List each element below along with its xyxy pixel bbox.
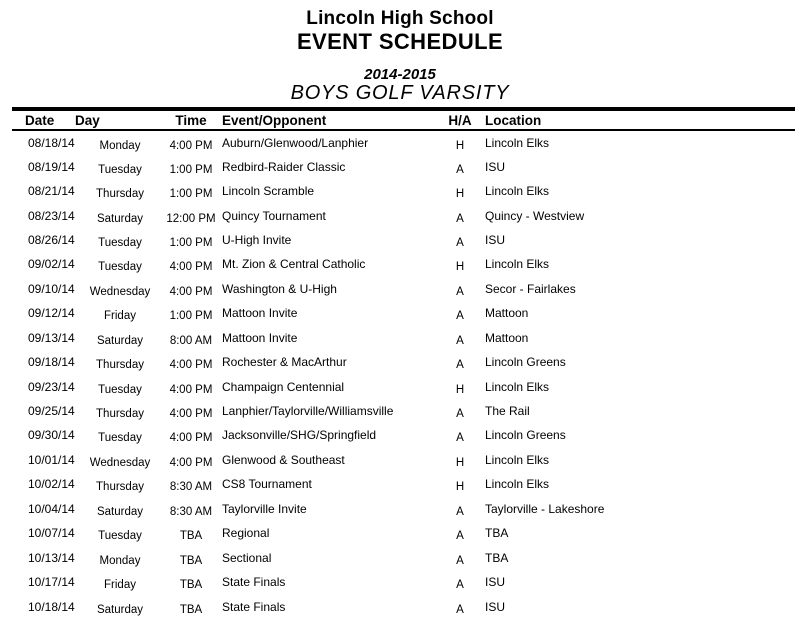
cell-location: Secor - Fairlakes [485, 281, 576, 296]
cell-date: 10/18/14 [28, 599, 75, 614]
cell-date: 10/07/14 [28, 526, 75, 541]
cell-time: TBA [179, 579, 203, 592]
cell-event: Washington & U-High [222, 281, 337, 296]
table-header-row [12, 109, 795, 130]
cell-location: ISU [485, 599, 506, 614]
cell-ha: H [455, 456, 465, 469]
cell-date: 09/23/14 [28, 379, 75, 394]
cell-location: Lincoln Elks [485, 452, 550, 467]
cell-ha: A [456, 505, 464, 518]
cell-ha: A [456, 310, 464, 323]
table-row [12, 448, 795, 472]
table-row [12, 301, 795, 325]
cell-time: 4:00 PM [169, 139, 213, 152]
cell-day: Saturday [96, 603, 144, 616]
cell-date: 10/04/14 [28, 501, 75, 516]
cell-time: TBA [179, 603, 203, 616]
cell-ha: A [456, 603, 464, 616]
table-row [12, 423, 795, 447]
cell-event: Mattoon Invite [222, 306, 298, 321]
cell-location: ISU [485, 159, 506, 174]
cell-time: 4:00 PM [169, 408, 213, 421]
cell-date: 10/02/14 [28, 477, 75, 492]
cell-date: 10/13/14 [28, 550, 75, 565]
cell-ha: H [455, 481, 465, 494]
cell-location: Lincoln Greens [485, 355, 566, 370]
cell-time: 4:00 PM [169, 432, 213, 445]
cell-ha: A [456, 334, 464, 347]
cell-time: 4:00 PM [169, 383, 213, 396]
cell-date: 09/30/14 [28, 428, 75, 443]
cell-event: Lanphier/Taylorville/Williamsville [222, 404, 394, 419]
cell-time: 1:00 PM [169, 236, 213, 249]
cell-ha: H [455, 261, 465, 274]
cell-day: Tuesday [98, 163, 142, 176]
cell-time: 1:00 PM [169, 310, 213, 323]
cell-day: Tuesday [98, 236, 142, 249]
cell-day: Saturday [96, 334, 144, 347]
cell-location: Lincoln Elks [485, 477, 550, 492]
cell-date: 10/01/14 [28, 452, 75, 467]
event-schedule-title: EVENT SCHEDULE [296, 29, 504, 54]
cell-event: Champaign Centennial [222, 379, 345, 394]
cell-date: 09/02/14 [28, 257, 75, 272]
schedule-body [12, 130, 795, 619]
table-row [12, 252, 795, 276]
team-label: BOYS GOLF VARSITY [290, 82, 510, 104]
cell-ha: A [456, 212, 464, 225]
cell-event: Auburn/Glenwood/Lanphier [222, 135, 369, 150]
cell-location: Mattoon [485, 306, 529, 321]
cell-day: Tuesday [98, 530, 142, 543]
cell-ha: H [455, 188, 465, 201]
cell-time: 8:30 AM [169, 481, 213, 494]
cell-day: Tuesday [98, 383, 142, 396]
cell-event: CS8 Tournament [222, 477, 312, 492]
table-row [12, 277, 795, 301]
cell-time: TBA [179, 554, 203, 567]
cell-date: 08/26/14 [28, 232, 75, 247]
table-row [12, 130, 795, 154]
cell-ha: A [456, 163, 464, 176]
cell-time: 4:00 PM [169, 359, 213, 372]
cell-time: 1:00 PM [169, 163, 213, 176]
column-header-day: Day [75, 112, 100, 128]
cell-ha: A [456, 408, 464, 421]
cell-time: 12:00 PM [166, 212, 216, 225]
table-row [12, 154, 795, 178]
cell-event: Redbird-Raider Classic [222, 159, 346, 174]
cell-ha: A [456, 359, 464, 372]
document-header [0, 0, 800, 104]
table-row [12, 203, 795, 227]
cell-event: Rochester & MacArthur [222, 355, 347, 370]
cell-day: Monday [99, 554, 141, 567]
cell-event: Mattoon Invite [222, 330, 298, 345]
cell-date: 09/18/14 [28, 355, 75, 370]
cell-location: Lincoln Greens [485, 428, 566, 443]
cell-date: 08/18/14 [28, 135, 75, 150]
cell-date: 08/23/14 [28, 208, 75, 223]
cell-location: ISU [485, 232, 506, 247]
cell-event: State Finals [222, 575, 286, 590]
cell-event: Quincy Tournament [222, 208, 326, 223]
cell-location: ISU [485, 575, 506, 590]
cell-date: 10/17/14 [28, 575, 75, 590]
cell-ha: A [456, 236, 464, 249]
table-row [12, 570, 795, 594]
cell-day: Tuesday [98, 432, 142, 445]
column-header-ha: H/A [448, 112, 472, 128]
table-row [12, 399, 795, 423]
cell-date: 09/10/14 [28, 281, 75, 296]
cell-day: Friday [104, 579, 136, 592]
cell-day: Monday [99, 139, 141, 152]
table-row [12, 350, 795, 374]
cell-location: Lincoln Elks [485, 135, 550, 150]
cell-location: The Rail [485, 404, 530, 419]
table-row [12, 374, 795, 398]
column-header-time: Time [175, 112, 207, 128]
cell-ha: H [455, 383, 465, 396]
cell-event: Lincoln Scramble [222, 184, 315, 199]
cell-date: 08/21/14 [28, 184, 75, 199]
cell-day: Tuesday [98, 261, 142, 274]
table-row [12, 545, 795, 569]
cell-day: Wednesday [89, 285, 151, 298]
cell-date: 09/13/14 [28, 330, 75, 345]
cell-time: 8:30 AM [169, 505, 213, 518]
table-row [12, 472, 795, 496]
cell-day: Saturday [96, 212, 144, 225]
cell-event: Mt. Zion & Central Catholic [222, 257, 366, 272]
cell-day: Thursday [96, 359, 144, 372]
cell-ha: A [456, 285, 464, 298]
school-name: Lincoln High School [306, 8, 494, 29]
cell-day: Friday [104, 310, 136, 323]
cell-location: TBA [485, 550, 509, 565]
cell-event: Glenwood & Southeast [222, 452, 345, 467]
cell-day: Thursday [96, 408, 144, 421]
cell-event: Sectional [222, 550, 272, 565]
table-row [12, 521, 795, 545]
cell-ha: A [456, 554, 464, 567]
season-label: 2014-2015 [364, 66, 436, 83]
cell-time: 4:00 PM [169, 456, 213, 469]
cell-time: 4:00 PM [169, 285, 213, 298]
table-row [12, 326, 795, 350]
cell-location: TBA [485, 526, 509, 541]
cell-ha: A [456, 530, 464, 543]
cell-day: Thursday [96, 188, 144, 201]
cell-event: Taylorville Invite [222, 501, 307, 516]
table-row [12, 497, 795, 521]
cell-date: 09/25/14 [28, 404, 75, 419]
cell-date: 09/12/14 [28, 306, 75, 321]
cell-event: U-High Invite [222, 232, 292, 247]
cell-event: Jacksonville/SHG/Springfield [222, 428, 377, 443]
cell-ha: A [456, 432, 464, 445]
cell-time: 8:00 AM [169, 334, 213, 347]
cell-time: 1:00 PM [169, 188, 213, 201]
cell-ha: A [456, 579, 464, 592]
table-row [12, 594, 795, 618]
cell-ha: H [455, 139, 465, 152]
cell-day: Saturday [96, 505, 144, 518]
cell-location: Quincy - Westview [485, 208, 585, 223]
schedule-table [12, 107, 795, 619]
table-row [12, 228, 795, 252]
column-header-date: Date [25, 112, 55, 128]
column-header-location: Location [485, 112, 542, 128]
cell-event: Regional [222, 526, 270, 541]
cell-location: Lincoln Elks [485, 184, 550, 199]
table-row [12, 179, 795, 203]
cell-location: Lincoln Elks [485, 257, 550, 272]
cell-location: Mattoon [485, 330, 529, 345]
cell-day: Thursday [96, 481, 144, 494]
cell-location: Lincoln Elks [485, 379, 550, 394]
cell-time: 4:00 PM [169, 261, 213, 274]
cell-time: TBA [179, 530, 203, 543]
cell-location: Taylorville - Lakeshore [485, 501, 605, 516]
cell-day: Wednesday [89, 456, 151, 469]
column-header-event: Event/Opponent [222, 112, 327, 128]
cell-event: State Finals [222, 599, 286, 614]
cell-date: 08/19/14 [28, 159, 75, 174]
